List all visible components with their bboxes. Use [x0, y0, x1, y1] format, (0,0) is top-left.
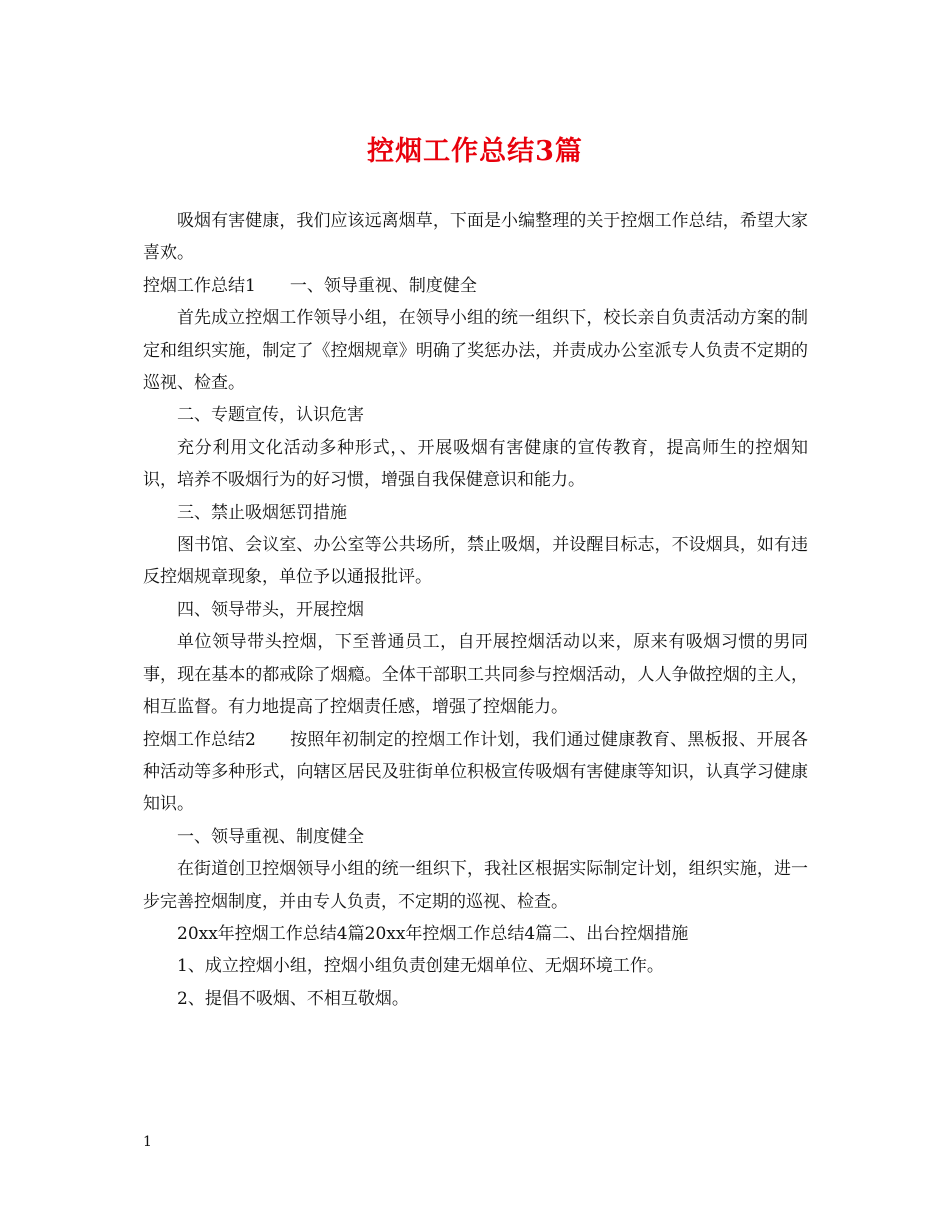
paragraph: 单位领导带头控烟，下至普通员工，自开展控烟活动以来，原来有吸烟习惯的男同事，现在基本的都戒除了烟瘾。全体干部职工共同参与控烟活动，人人争做控烟的主人，相互监督。有力地提高了控烟责任感，增强了控烟能力。 — [143, 632, 808, 718]
paragraph: 图书馆、会议室、办公室等公共场所，禁止吸烟，并设醒目标志，不设烟具，如有违反控烟规章现象，单位予以通报批评。 — [143, 535, 808, 588]
page-number: 1 — [143, 1134, 152, 1150]
subheading: 一、领导重视、制度健全 — [177, 826, 364, 847]
section-heading-1-text: 一、领导重视、制度健全 — [289, 275, 477, 296]
list-item: 1、成立控烟小组，控烟小组负责创建无烟单位、无烟环境工作。 — [177, 956, 664, 977]
paragraph: 充分利用文化活动多种形式，、开展吸烟有害健康的宣传教育，提高师生的控烟知识，培养不吸烟行为的好习惯，增强自我保健意识和能力。 — [143, 437, 808, 491]
document-body — [143, 205, 808, 1015]
section-heading-1 — [143, 270, 808, 302]
section-heading-2-text: 按照年初制定的控烟工作计划，我们通过健康教育、黑板报、开展各种活动等多种形式，向辖区居民及驻街单位积极宣传吸烟有害健康等知识，认真学习健康知识。 — [143, 729, 808, 815]
paragraph-intro: 吸烟有害健康，我们应该远离烟草，下面是小编整理的关于控烟工作总结，希望大家喜欢。 — [143, 211, 808, 264]
list-item: 2、提倡不吸烟、不相互敬烟。 — [177, 988, 409, 1009]
document-title: 控烟工作总结3篇 — [367, 136, 583, 167]
paragraph: 20xx年控烟工作总结4篇20xx年控烟工作总结4篇二、出台控烟措施 — [177, 923, 689, 944]
section-label-2: 控烟工作总结2 — [143, 729, 256, 750]
section-heading-2 — [143, 724, 808, 821]
section-label-1: 控烟工作总结1 — [143, 275, 256, 296]
subheading: 二、专题宣传，认识危害 — [177, 405, 364, 426]
paragraph: 首先成立控烟工作领导小组，在领导小组的统一组织下，校长亲自负责活动方案的制定和组织实施，制定了《控烟规章》明确了奖惩办法，并责成办公室派专人负责不定期的巡视、检查。 — [143, 308, 808, 394]
subheading: 三、禁止吸烟惩罚措施 — [177, 502, 347, 523]
paragraph: 在街道创卫控烟领导小组的统一组织下，我社区根据实际制定计划，组织实施，进一步完善控烟制度，并由专人负责，不定期的巡视、检查。 — [143, 859, 808, 912]
subheading: 四、领导带头，开展控烟 — [177, 599, 364, 620]
